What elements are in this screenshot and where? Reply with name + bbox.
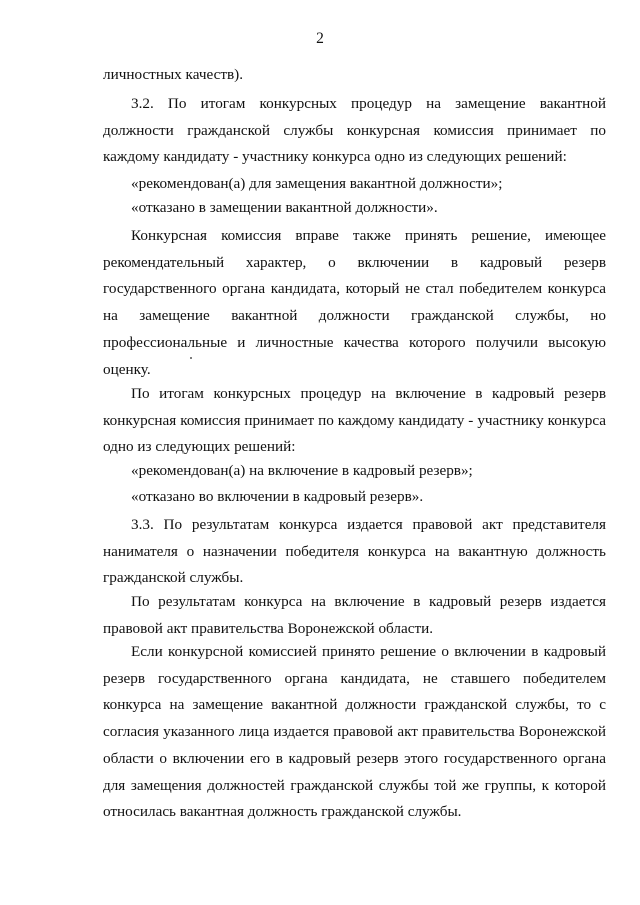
paragraph-text: «отказано во включении в кадровый резерв». [131, 488, 424, 505]
paragraph-9 [103, 512, 606, 592]
paragraph-text: 3.2. По итогам конкурсных процедур на замещение вакантной должности гражданской службы конкурсная комиссия принимает по каждому кандидату - участнику конкурса одно из следующих решений: [103, 95, 606, 166]
paragraph-text: «рекомендован(а) на включение в кадровый резерв»; [131, 462, 473, 479]
paragraph-text: По итогам конкурсных процедур на включение в кадровый резерв конкурсная комиссия принимает по каждому кандидату - участнику конкурса одно из следующих решений: [103, 385, 606, 456]
paragraph-text: «рекомендован(а) для замещения вакантной должности»; [131, 175, 503, 192]
paragraph-10 [103, 589, 606, 642]
paragraph-text: личностных качеств). [103, 66, 243, 83]
paragraph-4 [103, 195, 606, 222]
paragraph-1 [103, 62, 606, 89]
paragraph-text: По результатам конкурса на включение в кадровый резерв издается правовой акт правительства Воронежской области. [103, 593, 606, 637]
paragraph-7 [103, 458, 606, 485]
paragraph-text: 3.3. По результатам конкурса издается правовой акт представителя нанимателя о назначении победителя конкурса на вакантную должность гражданской службы. [103, 516, 606, 587]
page-number: 2 [316, 30, 324, 47]
paragraph-3 [103, 171, 606, 198]
paragraph-text: Конкурсная комиссия вправе также принять решение, имеющее рекомендательный характер, о включении в кадровый резерв государственного органа кандидата, который не стал победителем конкурса на замещение вакантной должности гражданской службы, но профессиональные и личностные качества которого получили высокую оценку. [103, 227, 606, 378]
paragraph-8 [103, 484, 606, 511]
paragraph-text: Если конкурсной комиссией принято решение о включении в кадровый резерв государственного органа кандидата, не ставшего победителем конкурса на замещение вакантной должности гражданской службы, то с согласия указанного лица издается правовой акт правительства Воронежской области о включении его в кадровый резерв этого государственного органа для замещения должностей гражданской службы той же группы, к которой относилась вакантная должность гражданской службы. [103, 643, 606, 821]
scan-dot [190, 357, 192, 359]
paragraph-11 [103, 639, 606, 826]
paragraph-6 [103, 381, 606, 461]
paragraph-2 [103, 91, 606, 171]
paragraph-5 [103, 223, 606, 383]
paragraph-text: «отказано в замещении вакантной должности». [131, 199, 438, 216]
